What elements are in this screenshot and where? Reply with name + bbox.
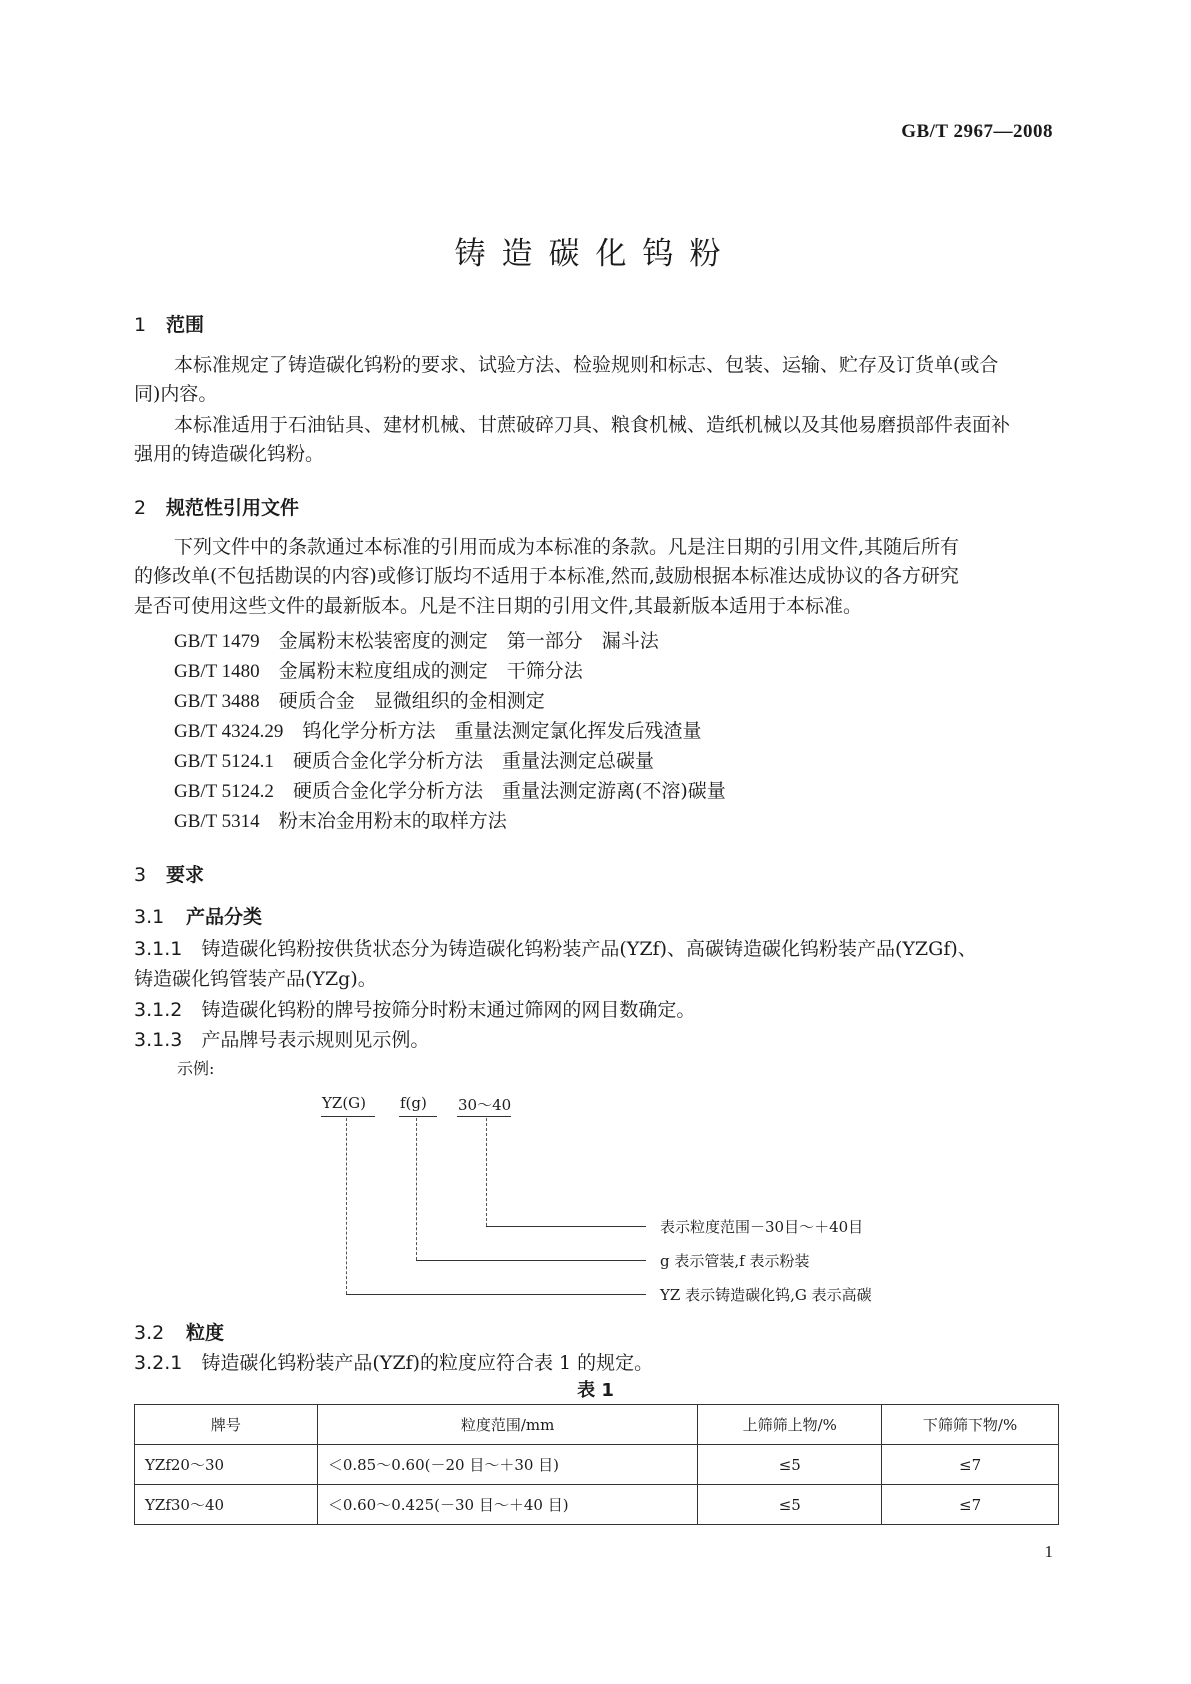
reference-code: GB/T 1480 [174, 661, 260, 682]
section-1-heading [134, 310, 204, 337]
paragraph-line: 的修改单(不包括勘误的内容)或修订版均不适用于本标准,然而,鼓励根据本标准达成协议的各方研究 [134, 565, 959, 587]
column-header: 下筛筛下物/% [882, 1405, 1059, 1445]
underline [457, 1116, 511, 1117]
reference-code: GB/T 5124.2 [174, 781, 274, 802]
subsection-3-1-heading [134, 902, 262, 929]
table-caption: 表 1 [577, 1380, 614, 1401]
section-title: 要求 [166, 864, 205, 886]
section-number: 2 [134, 497, 147, 519]
clause-number: 3.1.2 [134, 999, 183, 1021]
section-number: 1 [134, 314, 147, 336]
column-header: 牌号 [135, 1405, 318, 1445]
clause-3-2-1 [134, 1348, 653, 1375]
reference-item [174, 686, 545, 713]
paragraph-line: 同)内容。 [134, 383, 218, 405]
reference-code: GB/T 4324.29 [174, 721, 284, 742]
table-cell: ≤7 [882, 1445, 1059, 1485]
underline [321, 1116, 375, 1117]
clause-text: 铸造碳化钨粉的牌号按筛分时粉末通过筛网的网目数确定。 [201, 999, 696, 1021]
example-label: 示例: [177, 1059, 215, 1078]
leader-line [346, 1118, 347, 1294]
reference-title: 钨化学分析方法 重量法测定氯化挥发后残渣量 [302, 720, 702, 742]
table-cell: ≤5 [698, 1485, 882, 1525]
table-header-row [135, 1405, 1059, 1445]
paragraph-line: 铸造碳化钨管装产品(YZg)。 [134, 968, 377, 990]
reference-title: 金属粉末松装密度的测定 第一部分 漏斗法 [278, 630, 659, 652]
table-cell: ≤7 [882, 1485, 1059, 1525]
underline [399, 1116, 437, 1117]
subsection-3-2-heading [134, 1318, 224, 1345]
grade-part-yz: YZ(G) [322, 1094, 367, 1112]
reference-item [174, 656, 583, 683]
document-title: 铸造碳化钨粉 [454, 236, 737, 272]
subsection-number: 3.1 [134, 906, 165, 928]
leader-line [416, 1260, 646, 1261]
table-row [135, 1445, 1059, 1485]
reference-title: 硬质合金化学分析方法 重量法测定游离(不溶)碳量 [292, 780, 726, 802]
paragraph-line: 强用的铸造碳化钨粉。 [134, 443, 325, 465]
table-1 [134, 1404, 1059, 1525]
clause-3-1-3 [134, 1025, 429, 1052]
clause-3-1-1 [134, 934, 977, 961]
leader-line [346, 1294, 646, 1295]
reference-code: GB/T 5124.1 [174, 751, 274, 772]
table-cell: YZf30～40 [135, 1485, 318, 1525]
paragraph-line: 下列文件中的条款通过本标准的引用而成为本标准的条款。凡是注日期的引用文件,其随后所有 [174, 536, 960, 558]
reference-item [174, 746, 654, 773]
reference-item [174, 626, 659, 653]
paragraph-line: 是否可使用这些文件的最新版本。凡是不注日期的引用文件,其最新版本适用于本标准。 [134, 595, 863, 617]
subsection-title: 产品分类 [186, 906, 263, 928]
table-cell: ≤5 [698, 1445, 882, 1485]
clause-text: 铸造碳化钨粉装产品(YZf)的粒度应符合表 1 的规定。 [201, 1352, 654, 1374]
paragraph-line: 本标准适用于石油钻具、建材机械、甘蔗破碎刀具、粮食机械、造纸机械以及其他易磨损部件表面补 [174, 414, 1011, 436]
reference-title: 粉末冶金用粉末的取样方法 [278, 810, 507, 832]
clause-number: 3.1.3 [134, 1029, 183, 1051]
clause-number: 3.1.1 [134, 938, 183, 960]
form-description: g 表示管装,f 表示粉装 [660, 1252, 810, 1270]
reference-item [174, 776, 726, 803]
standard-code: GB/T 2967—2008 [901, 121, 1053, 142]
table-cell: ＜0.60～0.425(－30 目～＋40 目) [317, 1485, 698, 1525]
type-description: YZ 表示铸造碳化钨,G 表示高碳 [660, 1286, 872, 1304]
clause-number: 3.2.1 [134, 1352, 183, 1374]
reference-item [174, 716, 701, 743]
reference-code: GB/T 1479 [174, 631, 260, 652]
section-number: 3 [134, 864, 147, 886]
leader-line [486, 1226, 646, 1227]
clause-text: 铸造碳化钨粉按供货状态分为铸造碳化钨粉装产品(YZf)、高碳铸造碳化钨粉装产品(YZGf)、 [201, 938, 977, 960]
reference-title: 金属粉末粒度组成的测定 干筛分法 [278, 660, 583, 682]
reference-title: 硬质合金 显微组织的金相测定 [278, 690, 545, 712]
column-header: 上筛筛上物/% [698, 1405, 882, 1445]
subsection-title: 粒度 [186, 1322, 225, 1344]
reference-item [174, 806, 507, 833]
subsection-number: 3.2 [134, 1322, 165, 1344]
clause-3-1-2 [134, 995, 695, 1022]
reference-code: GB/T 5314 [174, 811, 260, 832]
column-header: 粒度范围/mm [317, 1405, 698, 1445]
table-cell: YZf20～30 [135, 1445, 318, 1485]
table-cell: ＜0.85～0.60(－20 目～＋30 目) [317, 1445, 698, 1485]
clause-text: 产品牌号表示规则见示例。 [201, 1029, 430, 1051]
section-3-heading [134, 860, 204, 887]
table-row [135, 1485, 1059, 1525]
leader-line [416, 1118, 417, 1260]
section-title: 范围 [166, 314, 205, 336]
grade-part-size: 30～40 [458, 1096, 512, 1114]
size-description: 表示粒度范围－30目～＋40目 [660, 1218, 864, 1236]
leader-line [486, 1118, 487, 1226]
section-title: 规范性引用文件 [166, 497, 300, 519]
paragraph-line: 本标准规定了铸造碳化钨粉的要求、试验方法、检验规则和标志、包装、运输、贮存及订货单(或合 [174, 354, 999, 376]
reference-code: GB/T 3488 [174, 691, 260, 712]
grade-part-form: f(g) [400, 1094, 427, 1112]
reference-title: 硬质合金化学分析方法 重量法测定总碳量 [292, 750, 654, 772]
page-number: 1 [1044, 1542, 1053, 1561]
section-2-heading [134, 493, 299, 520]
